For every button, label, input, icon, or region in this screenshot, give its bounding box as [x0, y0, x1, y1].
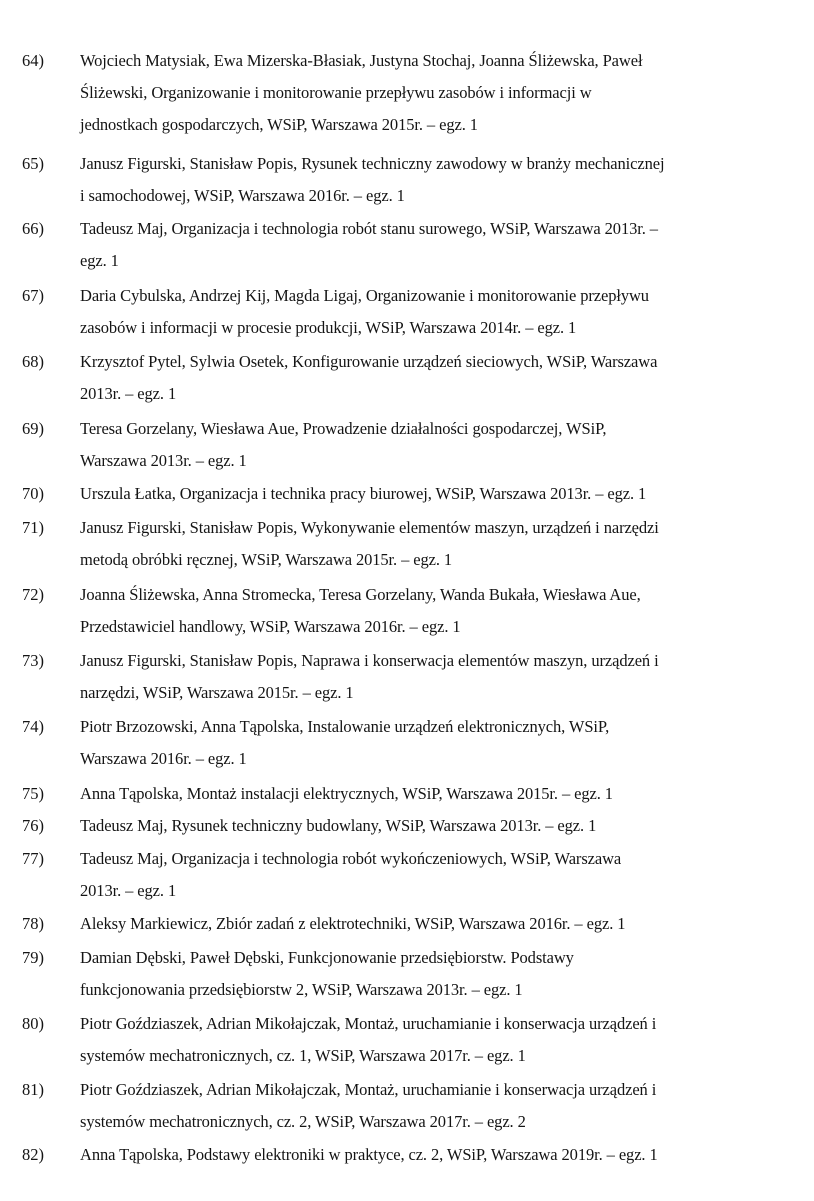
item-number: 75) [22, 784, 44, 803]
item-line: funkcjonowania przedsiębiorstw 2, WSiP, Warszawa 2013r. – egz. 1 [80, 980, 523, 999]
item-number: 77) [22, 849, 44, 868]
item-line: Daria Cybulska, Andrzej Kij, Magda Ligaj, Organizowanie i monitorowanie przepływu [80, 286, 649, 305]
item-line: egz. 1 [80, 251, 119, 270]
item-text [80, 478, 792, 510]
item-text [80, 213, 792, 277]
item-number: 74) [22, 717, 44, 736]
item-text [80, 512, 792, 576]
item-number: 66) [22, 219, 44, 238]
item-line: Janusz Figurski, Stanisław Popis, Wykonywanie elementów maszyn, urządzeń i narzędzi [80, 518, 659, 537]
item-number: 71) [22, 518, 44, 537]
item-line: 2013r. – egz. 1 [80, 384, 177, 403]
item-line: Piotr Brzozowski, Anna Tąpolska, Instalowanie urządzeń elektronicznych, WSiP, [80, 717, 610, 736]
item-text [80, 413, 792, 477]
item-line: Tadeusz Maj, Organizacja i technologia robót stanu surowego, WSiP, Warszawa 2013r. – [80, 219, 658, 238]
item-line: 2013r. – egz. 1 [80, 881, 177, 900]
item-text [80, 346, 792, 410]
item-text [80, 843, 792, 907]
item-line: Warszawa 2013r. – egz. 1 [80, 451, 247, 470]
item-number: 65) [22, 154, 44, 173]
item-line: Teresa Gorzelany, Wiesława Aue, Prowadzenie działalności gospodarczej, WSiP, [80, 419, 607, 438]
item-text [80, 45, 792, 141]
item-line: narzędzi, WSiP, Warszawa 2015r. – egz. 1 [80, 683, 354, 702]
item-text [80, 1074, 792, 1138]
item-text [80, 908, 792, 940]
item-line: Tadeusz Maj, Organizacja i technologia robót wykończeniowych, WSiP, Warszawa [80, 849, 622, 868]
item-line: Joanna Śliżewska, Anna Stromecka, Teresa Gorzelany, Wanda Bukała, Wiesława Aue, [80, 585, 641, 604]
item-text [80, 810, 792, 842]
item-number: 82) [22, 1145, 44, 1164]
item-line: Aleksy Markiewicz, Zbiór zadań z elektrotechniki, WSiP, Warszawa 2016r. – egz. 1 [80, 914, 626, 933]
item-line: Damian Dębski, Paweł Dębski, Funkcjonowanie przedsiębiorstw. Podstawy [80, 948, 574, 967]
item-line: Piotr Goździaszek, Adrian Mikołajczak, Montaż, uruchamianie i konserwacja urządzeń i [80, 1080, 657, 1099]
item-number: 80) [22, 1014, 44, 1033]
item-line: Janusz Figurski, Stanisław Popis, Naprawa i konserwacja elementów maszyn, urządzeń i [80, 651, 659, 670]
item-line: i samochodowej, WSiP, Warszawa 2016r. – egz. 1 [80, 186, 405, 205]
item-line: Anna Tąpolska, Podstawy elektroniki w praktyce, cz. 2, WSiP, Warszawa 2019r. – egz. 1 [80, 1145, 658, 1164]
item-number: 73) [22, 651, 44, 670]
item-text [80, 711, 792, 775]
item-line: jednostkach gospodarczych, WSiP, Warszawa 2015r. – egz. 1 [80, 115, 478, 134]
item-line: Warszawa 2016r. – egz. 1 [80, 749, 247, 768]
item-number: 78) [22, 914, 44, 933]
item-number: 64) [22, 51, 44, 70]
item-line: systemów mechatronicznych, cz. 1, WSiP, Warszawa 2017r. – egz. 1 [80, 1046, 526, 1065]
item-number: 69) [22, 419, 44, 438]
item-text [80, 778, 792, 810]
item-text [80, 645, 792, 709]
item-text [80, 148, 792, 212]
item-line: Krzysztof Pytel, Sylwia Osetek, Konfigurowanie urządzeń sieciowych, WSiP, Warszawa [80, 352, 658, 371]
item-line: metodą obróbki ręcznej, WSiP, Warszawa 2015r. – egz. 1 [80, 550, 453, 569]
item-text [80, 942, 792, 1006]
item-line: Wojciech Matysiak, Ewa Mizerska-Błasiak, Justyna Stochaj, Joanna Śliżewska, Paweł [80, 51, 643, 70]
item-number: 70) [22, 484, 44, 503]
item-line: Przedstawiciel handlowy, WSiP, Warszawa 2016r. – egz. 1 [80, 617, 461, 636]
item-text [80, 1139, 792, 1171]
item-line: Tadeusz Maj, Rysunek techniczny budowlany, WSiP, Warszawa 2013r. – egz. 1 [80, 816, 597, 835]
item-text [80, 579, 792, 643]
item-line: Urszula Łatka, Organizacja i technika pracy biurowej, WSiP, Warszawa 2013r. – egz. 1 [80, 484, 647, 503]
item-number: 76) [22, 816, 44, 835]
item-line: zasobów i informacji w procesie produkcji, WSiP, Warszawa 2014r. – egz. 1 [80, 318, 577, 337]
item-number: 79) [22, 948, 44, 967]
item-line: systemów mechatronicznych, cz. 2, WSiP, Warszawa 2017r. – egz. 2 [80, 1112, 526, 1131]
item-line: Janusz Figurski, Stanisław Popis, Rysunek techniczny zawodowy w branży mechanicznej [80, 154, 665, 173]
item-number: 81) [22, 1080, 44, 1099]
item-number: 68) [22, 352, 44, 371]
item-line: Śliżewski, Organizowanie i monitorowanie przepływu zasobów i informacji w [80, 83, 592, 102]
item-text [80, 1008, 792, 1072]
item-line: Anna Tąpolska, Montaż instalacji elektrycznych, WSiP, Warszawa 2015r. – egz. 1 [80, 784, 613, 803]
item-text [80, 280, 792, 344]
item-line: Piotr Goździaszek, Adrian Mikołajczak, Montaż, uruchamianie i konserwacja urządzeń i [80, 1014, 657, 1033]
item-number: 67) [22, 286, 44, 305]
item-number: 72) [22, 585, 44, 604]
